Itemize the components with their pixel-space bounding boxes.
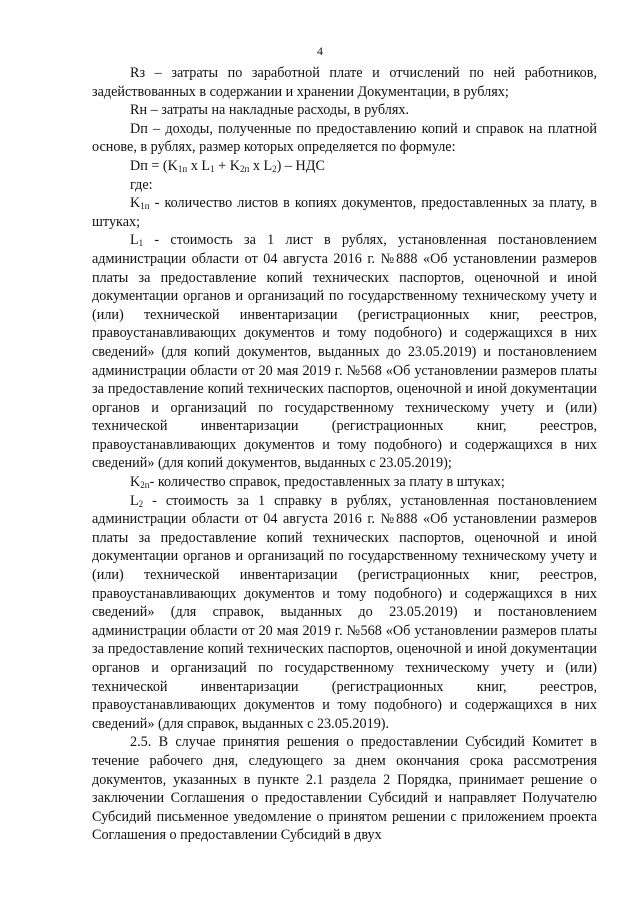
formula <box>92 157 597 176</box>
paragraph-rz: Rз – затраты по заработной плате и отчислений по ней работников, задействованных в содержании и хранении Документации, в рублях; <box>92 65 597 100</box>
l1-term: L <box>130 232 139 249</box>
l2-sub: 2 <box>138 498 144 509</box>
paragraph-dp: Dп – доходы, полученные по предоставлению копий и справок на платной основе, в рублях, размер которых определяется по формуле: <box>92 120 597 156</box>
k1-text: - количество листов в копиях документов, предоставленных за плату, в штуках; <box>92 195 597 230</box>
k2-term: K <box>130 474 141 491</box>
paragraph-rn: Rн – затраты на накладные расходы, в рублях. <box>130 102 409 119</box>
document-body <box>92 64 597 845</box>
paragraph-l2 <box>92 492 597 734</box>
paragraph-l1 <box>92 231 597 473</box>
formula-x1: х L <box>187 157 211 174</box>
k1-sub: 1п <box>140 201 150 212</box>
paragraph-k2 <box>92 473 597 492</box>
l2-term: L <box>130 492 139 509</box>
l1-sub: 1 <box>138 238 144 249</box>
paragraph-2-5: 2.5. В случае принятия решения о предоставлении Субсидий Комитет в течение рабочего дня, следующего за днем окончания срока рассмотрения документов, указанных в пункте 2.1 раздела 2 Порядка, принимает решение о заключении Соглашения о предоставлении Субсидий и направляет Получателю Субсидий письменное уведомление о принятом решении с приложением проекта Соглашения о предоставлении Субсидий в двух <box>92 734 597 844</box>
k2-text: - количество справок, предоставленных за плату в штуках; <box>149 474 505 491</box>
formula-sub-l1: 1 <box>210 163 215 174</box>
formula-sub-l2: 2 <box>272 163 277 174</box>
page-number: 4 <box>317 44 323 58</box>
paragraph-k1 <box>92 194 597 231</box>
formula-lhs: Dп = (K <box>130 157 178 174</box>
formula-sub-k1: 1п <box>177 163 188 174</box>
formula-sub-k2: 2п <box>239 163 250 174</box>
formula-tail: ) – НДС <box>276 157 325 174</box>
l2-text: - стоимость за 1 справку в рублях, установленная постановлением администрации области от 04 августа 2016 г. №888 «Об установлении размеров платы за предоставление копий технических паспортов, оценочной и иной документации органов и организаций по государственному техническому учету и (или) технической инвентаризации (регистрационных книг, реестров, правоустанавливающих документов и тому подобного) и содержащихся в них сведений» (для справок, выданных до 23.05.2019) и постановлением администрации области от 20 мая 2019 г. №568 «Об установлении размеров платы за предоставление копий технических паспортов, оценочной и иной документации органов и организаций по государственному техническому учету и (или) технической инвентаризации (регистрационных книг, реестров, правоустанавливающих документов и тому подобного) и содержащихся в них сведений» (для справок, выданных с 23.05.2019). <box>92 492 597 732</box>
paragraph-where: где: <box>130 176 153 193</box>
k2-sub: 2п <box>140 480 150 491</box>
l1-text: - стоимость за 1 лист в рублях, установленная постановлением администрации области от 04 августа 2016 г. №888 «Об установлении размеров платы за предоставление копий технических паспортов, оценочной и иной документации органов и организаций по государственному техническому учету и (или) технической инвентаризации (регистрационных книг, реестров, правоустанавливающих документов и тому подобного) и содержащихся в них сведений» (для копий документов, выданных до 23.05.2019) и постановлением администрации области от 20 мая 2019 г. №568 «Об установлении размеров платы за предоставление копий технических паспортов, оценочной и иной документации органов и организаций по государственному техническому учету и (или) технической инвентаризации (регистрационных книг, реестров, правоустанавливающих документов и тому подобного) и содержащихся в них сведений» (для копий документов, выданных с 23.05.2019); <box>92 232 597 472</box>
formula-x2: х L <box>249 157 273 174</box>
formula-plus: + K <box>214 157 240 174</box>
k1-term: K <box>130 195 141 212</box>
